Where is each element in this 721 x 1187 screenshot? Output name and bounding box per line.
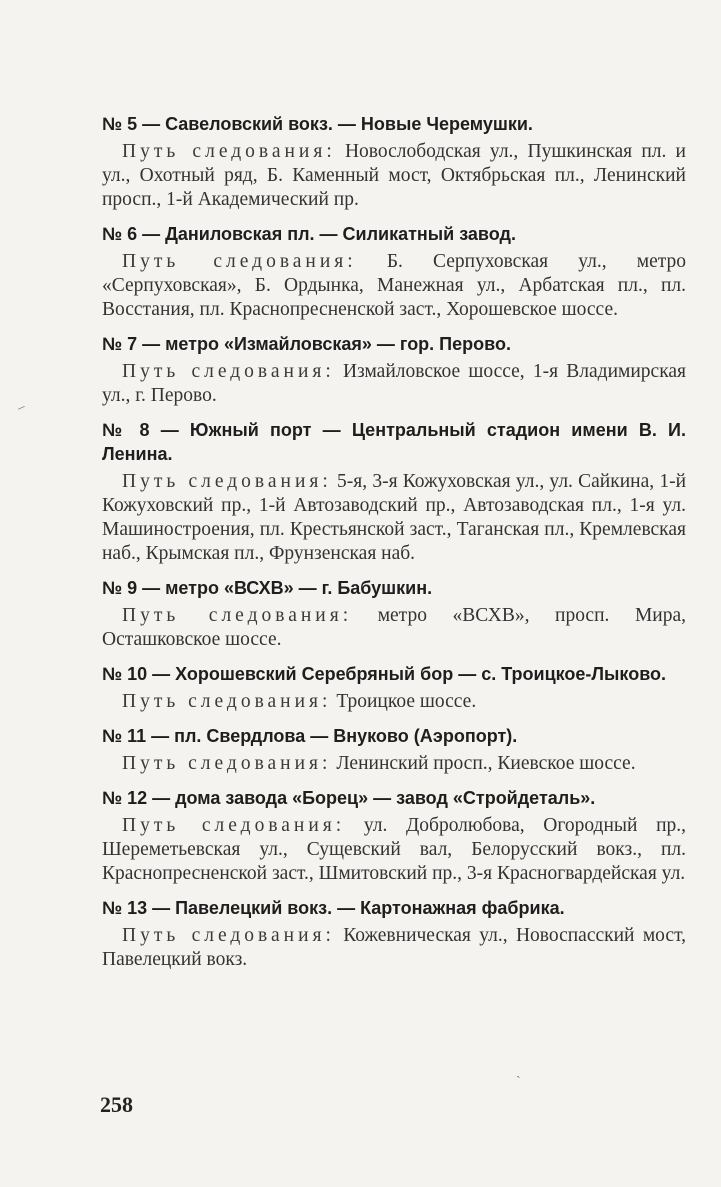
- route-path: [102, 690, 686, 714]
- route-path-text: Троицкое шоссе.: [336, 691, 477, 712]
- page-number: 258: [100, 1092, 133, 1117]
- path-label: Путь следования:: [122, 471, 332, 492]
- route-path-text: Ленинский просп., Киевское шоссе.: [336, 753, 636, 774]
- route-5: [102, 112, 686, 212]
- route-path: [102, 924, 686, 972]
- stray-mark: ˎ: [516, 1064, 521, 1079]
- route-list: [102, 112, 686, 982]
- route-path: [102, 470, 686, 566]
- route-title: № 6 — Даниловская пл. — Силикатный завод.: [102, 224, 516, 244]
- route-title: № 9 — метро «ВСХВ» — г. Бабушкин.: [102, 578, 433, 598]
- route-path: [102, 752, 686, 776]
- path-label: Путь следования:: [122, 141, 336, 162]
- route-title: № 8 — Южный порт — Центральный стадион имени В. И. Ленина.: [102, 420, 686, 464]
- route-12: [102, 786, 686, 886]
- path-label: Путь следования:: [122, 251, 357, 272]
- route-path: [102, 360, 686, 408]
- route-path: [102, 604, 686, 652]
- route-path: [102, 814, 686, 886]
- route-7: [102, 332, 686, 408]
- route-path-text: Б. Серпуховская ул., метро «Серпуховская», Б. Ордынка, Манежная ул., Арбатская пл., пл. Восстания, пл. Краснопресненской заст., Хорошевское шоссе.: [102, 251, 686, 320]
- route-path-text: ул. Добролюбова, Огородный пр., Шереметьевская ул., Сущевский вал, Белорусский вокз., пл. Краснопресненской заст., Шмитовский пр., 3-я Красногвардейская ул.: [102, 815, 687, 884]
- route-path-text: метро «ВСХВ», просп. Мира, Осташковское шоссе.: [102, 605, 687, 650]
- route-path: [102, 140, 686, 212]
- route-title: № 10 — Хорошевский Серебряный бор — с. Троицкое-Лыково.: [102, 664, 667, 684]
- route-10: [102, 662, 686, 714]
- route-title: № 13 — Павелецкий вокз. — Картонажная фабрика.: [102, 898, 565, 918]
- stray-mark: ‒: [14, 399, 28, 416]
- path-label: Путь следования:: [122, 925, 335, 946]
- route-path-text: Измайловское шоссе, 1-я Владимирская ул., г. Перово.: [102, 361, 686, 406]
- route-title: № 12 — дома завода «Борец» — завод «Стройдеталь».: [102, 788, 596, 808]
- path-label: Путь следования:: [122, 753, 332, 774]
- route-9: [102, 576, 686, 652]
- route-title: № 11 — пл. Свердлова — Внуково (Аэропорт).: [102, 726, 518, 746]
- route-8: [102, 418, 686, 566]
- route-path-text: Кожевническая ул., Новоспасский мост, Павелецкий вокз.: [102, 925, 686, 970]
- path-label: Путь следования:: [122, 815, 346, 836]
- route-title: № 7 — метро «Измайловская» — гор. Перово.: [102, 334, 511, 354]
- route-path: [102, 250, 686, 322]
- path-label: Путь следования:: [122, 605, 353, 626]
- path-label: Путь следования:: [122, 691, 332, 712]
- route-6: [102, 222, 686, 322]
- route-path-text: 5-я, 3-я Кожуховская ул., ул. Сайкина, 1-й Кожуховский пр., 1-й Автозаводский пр., Автозаводская пл., 1-я ул. Машиностроения, пл. Крестьянской заст., Таганская пл., Кремлевская наб., Крымская пл., Фрунзенская наб.: [102, 471, 687, 564]
- route-13: [102, 896, 686, 972]
- route-title: № 5 — Савеловский вокз. — Новые Черемушки.: [102, 114, 533, 134]
- route-11: [102, 724, 686, 776]
- route-path-text: Новослободская ул., Пушкинская пл. и ул., Охотный ряд, Б. Каменный мост, Октябрьская пл., Ленинский просп., 1-й Академический пр.: [102, 141, 686, 210]
- path-label: Путь следования:: [122, 361, 335, 382]
